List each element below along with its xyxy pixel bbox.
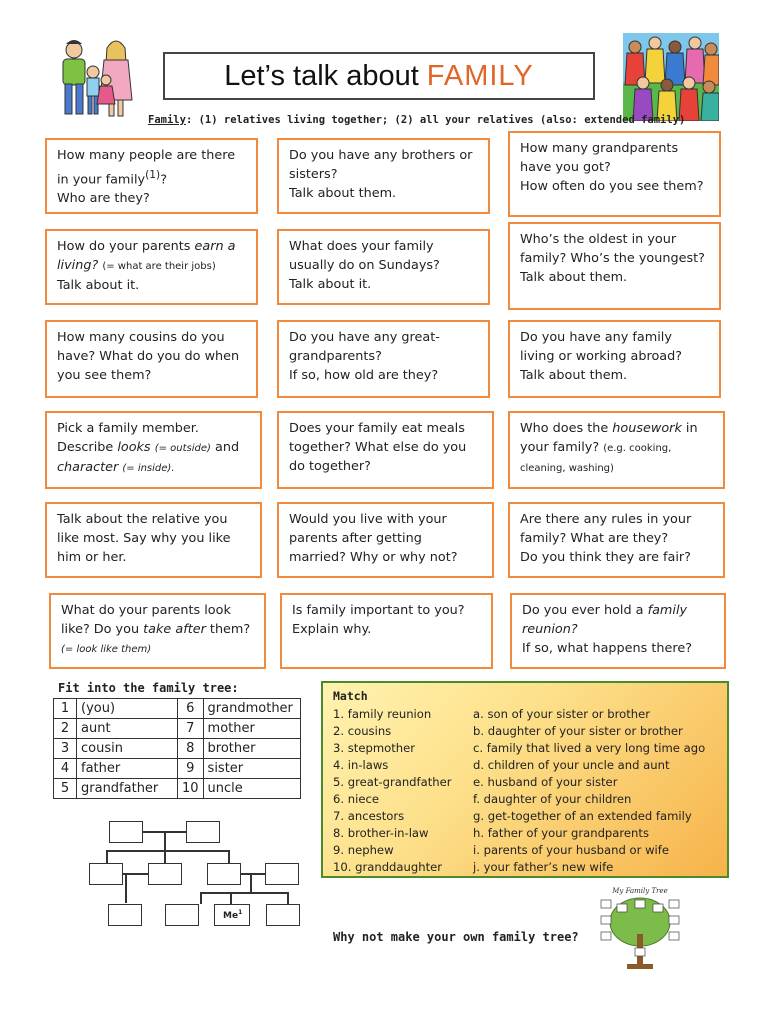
match-term: 6. niece — [333, 792, 379, 806]
table-row — [54, 779, 301, 799]
question-card: Do you have any family living or working abroad? Talk about them. — [508, 320, 721, 398]
question-card: Would you live with your parents after getting married? Why or why not? — [277, 502, 494, 578]
question-card: Talk about the relative you like most. Say why you like him or her. — [45, 502, 262, 578]
match-definition: c. family that lived a very long time ago — [473, 741, 706, 755]
question-card: Is family important to you? Explain why. — [280, 593, 493, 669]
question-card: Do you have any great-grandparents? If so, how old are they? — [277, 320, 490, 398]
match-term: 4. in-laws — [333, 758, 389, 772]
match-definition: i. parents of your husband or wife — [473, 843, 669, 857]
match-term: 8. brother-in-law — [333, 826, 429, 840]
question-card: How many grandparents have you got? How often do you see them? — [508, 131, 721, 217]
title-plain: Let’s talk about — [224, 59, 419, 92]
family-tree-picture — [597, 884, 683, 974]
question-card: Who’s the oldest in your family? Who’s the youngest? Talk about them. — [508, 222, 721, 310]
match-term: 5. great-grandfather — [333, 775, 452, 789]
question-card: What do your parents look like? Do you take after them? (= look like them) — [49, 593, 266, 669]
question-card: How many people are there in your family$^{(1)}$? Who are they? — [45, 138, 258, 214]
tree-box-me[interactable] — [214, 904, 250, 926]
closing-question: Why not make your own family tree? — [333, 930, 579, 944]
question-card: Do you ever hold a family reunion? If so, what happens there? — [510, 593, 726, 669]
match-definition: j. your father’s new wife — [473, 860, 614, 874]
family-word: aunt — [77, 719, 178, 739]
question-card: What does your family usually do on Sundays? Talk about it. — [277, 229, 490, 305]
tree-box[interactable] — [186, 821, 220, 843]
tree-box[interactable] — [148, 863, 182, 885]
people-clipart — [623, 33, 719, 121]
match-term: 9. nephew — [333, 843, 394, 857]
table-row — [54, 719, 301, 739]
table-row — [54, 699, 301, 719]
family-word-table — [53, 698, 301, 799]
tree-box[interactable] — [266, 904, 300, 926]
family-word: sister — [203, 759, 300, 779]
table-row — [54, 759, 301, 779]
family-word: father — [77, 759, 178, 779]
family-word: cousin — [77, 739, 178, 759]
family-word: grandfather — [77, 779, 178, 799]
me-label: Me$^1$ — [223, 909, 243, 921]
row-number: 10 — [178, 779, 204, 799]
tree-box[interactable] — [89, 863, 123, 885]
question-card: Do you have any brothers or sisters? Talk about them. — [277, 138, 490, 214]
match-definition: a. son of your sister or brother — [473, 707, 650, 721]
tree-box[interactable] — [165, 904, 199, 926]
match-definition: d. children of your uncle and aunt — [473, 758, 670, 772]
family-word: brother — [203, 739, 300, 759]
question-card: Pick a family member. Describe looks (= outside) and character (= inside). — [45, 411, 262, 489]
tree-box[interactable] — [265, 863, 299, 885]
definition-text: : (1) relatives living together; (2) all your relatives (also: extended family) — [185, 114, 686, 126]
match-definition: h. father of your grandparents — [473, 826, 649, 840]
question-card: Who does the housework in your family? (e.g. cooking, cleaning, washing) — [508, 411, 725, 489]
row-number: 5 — [54, 779, 77, 799]
match-exercise — [321, 681, 729, 878]
row-number: 3 — [54, 739, 77, 759]
family-word: (you) — [77, 699, 178, 719]
match-title: Match — [333, 689, 368, 703]
page-title — [163, 52, 595, 100]
fit-title: Fit into the family tree: — [58, 681, 239, 695]
definition-label: Family — [148, 114, 186, 126]
row-number: 8 — [178, 739, 204, 759]
table-row — [54, 739, 301, 759]
match-definition: f. daughter of your children — [473, 792, 632, 806]
family-definition — [148, 114, 685, 126]
title-accent: FAMILY — [426, 59, 534, 92]
match-term: 10. granddaughter — [333, 860, 443, 874]
family-word: uncle — [203, 779, 300, 799]
match-term: 1. family reunion — [333, 707, 432, 721]
tree-box[interactable] — [109, 821, 143, 843]
row-number: 6 — [178, 699, 204, 719]
row-number: 1 — [54, 699, 77, 719]
match-term: 3. stepmother — [333, 741, 416, 755]
match-definition: e. husband of your sister — [473, 775, 618, 789]
row-number: 7 — [178, 719, 204, 739]
row-number: 4 — [54, 759, 77, 779]
question-card: How do your parents earn a living? (= what are their jobs) Talk about it. — [45, 229, 258, 305]
match-left-column — [333, 706, 452, 876]
question-card: Does your family eat meals together? What else do you do together? — [277, 411, 494, 489]
match-definition: g. get-together of an extended family — [473, 809, 692, 823]
row-number: 2 — [54, 719, 77, 739]
tree-box[interactable] — [108, 904, 142, 926]
match-term: 2. cousins — [333, 724, 392, 738]
tree-caption: My Family Tree — [612, 887, 668, 895]
tree-box[interactable] — [207, 863, 241, 885]
match-term: 7. ancestors — [333, 809, 405, 823]
match-definition: b. daughter of your sister or brother — [473, 724, 683, 738]
row-number: 9 — [178, 759, 204, 779]
family-word: grandmother — [203, 699, 300, 719]
question-card: Are there any rules in your family? What are they? Do you think they are fair? — [508, 502, 725, 578]
match-right-column — [473, 706, 705, 876]
family-word: mother — [203, 719, 300, 739]
question-card: How many cousins do you have? What do you do when you see them? — [45, 320, 258, 398]
family-clipart — [52, 38, 138, 124]
